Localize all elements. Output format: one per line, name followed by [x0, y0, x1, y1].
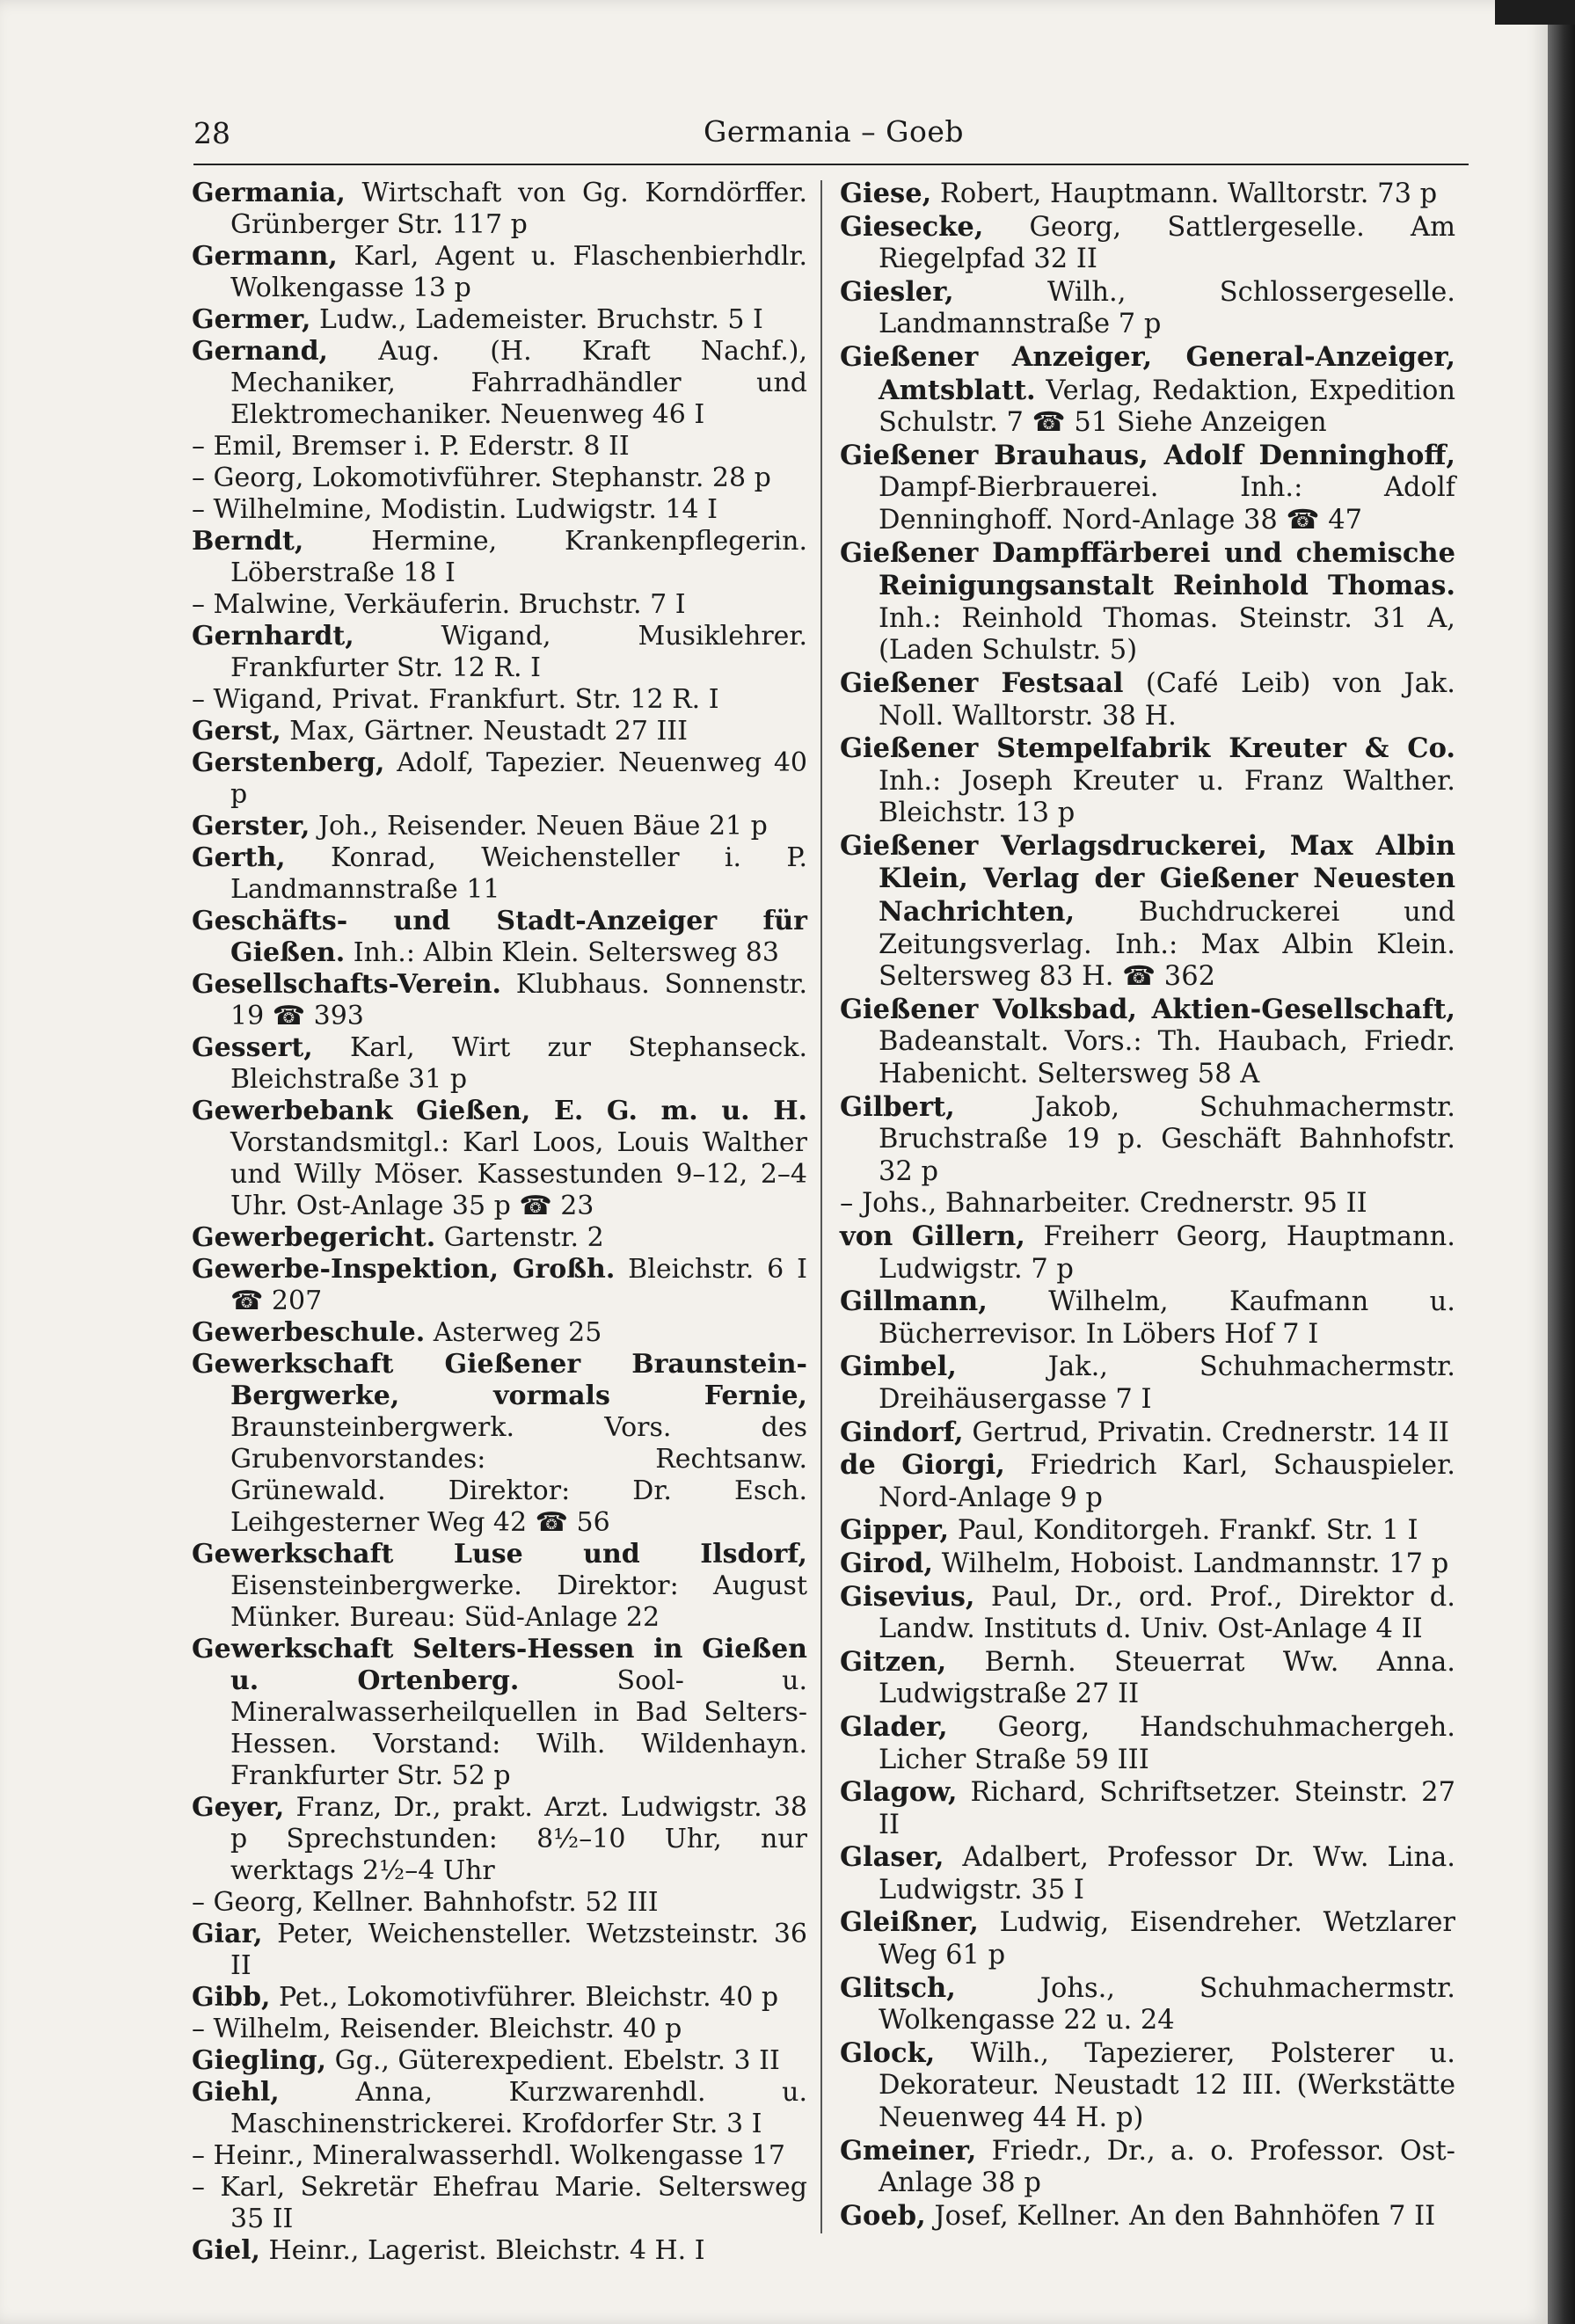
entry-details: Karl, Agent u. Flaschenbierhdlr. Wolkengasse 13 p [230, 241, 807, 303]
entry-details: Bernh. Steuerrat Ww. Anna. Ludwigstraße 27 II [879, 1646, 1455, 1710]
directory-entry [840, 1417, 1455, 1450]
entry-name: Gießener Volksbad, Aktien-Gesellschaft, [840, 993, 1455, 1025]
entry-details: – Wilhelmine, Modistin. Ludwigstr. 14 I [192, 494, 718, 525]
entry-name: Giesecke, [840, 210, 984, 243]
directory-entry [192, 811, 807, 842]
directory-entry [840, 1776, 1455, 1841]
directory-entry [840, 1581, 1455, 1646]
entry-details: Wilhelm, Hoboist. Landmannstr. 17 p [933, 1548, 1449, 1579]
entry-details: – Georg, Kellner. Bahnhofstr. 52 III [192, 1887, 659, 1918]
entry-details: Bleichstr. 6 I ☎ 207 [230, 1254, 807, 1316]
directory-entry [840, 537, 1455, 667]
entry-details: Wilhelm, Kaufmann u. Bücherrevisor. In Löbers Hof 7 I [879, 1286, 1455, 1350]
entry-details: Inh.: Reinhold Thomas. Steinstr. 31 A, (Laden Schulstr. 5) [879, 602, 1455, 667]
entry-details: Inh.: Albin Klein. Seltersweg 83 [345, 937, 779, 968]
directory-entry [840, 994, 1455, 1091]
directory-entry [192, 2172, 807, 2235]
entry-details: Dampf-Bierbrauerei. Inh.: Adolf Denninghoff. Nord-Anlage 38 ☎ 47 [879, 472, 1455, 535]
entry-name: Gibb, [192, 1982, 271, 2013]
entry-details: Eisensteinbergwerke. Direktor: August Münker. Bureau: Süd-Anlage 22 [230, 1570, 807, 1633]
directory-entry [192, 178, 807, 241]
entry-details: Ludw., Lademeister. Bruchstr. 5 I [310, 304, 763, 335]
directory-entry [840, 667, 1455, 732]
entry-details: Richard, Schriftsetzer. Steinstr. 27 II [879, 1777, 1455, 1840]
directory-entry [192, 1792, 807, 1887]
entry-details: Paul, Dr., ord. Prof., Direktor d. Landw. Instituts d. Univ. Ost-Anlage 4 II [879, 1581, 1455, 1645]
directory-entry [192, 906, 807, 969]
entry-name: Gießener Anzeiger, General-Anzeiger, Amtsblatt. [840, 340, 1455, 406]
entry-name: de Giorgi, [840, 1449, 1005, 1482]
entry-details: Anna, Kurzwarenhdl. u. Maschinenstrickerei. Krofdorfer Str. 3 I [230, 2077, 807, 2139]
directory-entry [192, 1349, 807, 1539]
entry-details: Sool- u. Mineralwasserheilquellen in Bad Selters-Hessen. Vorstand: Wilh. Wildenhayn. Frankfurter Str. 52 p [230, 1665, 807, 1791]
entry-name: von Gillern, [840, 1220, 1025, 1252]
directory-entry [840, 2037, 1455, 2135]
scan-corner [1495, 0, 1575, 25]
entry-details: – Malwine, Verkäuferin. Bruchstr. 7 I [192, 589, 686, 620]
directory-entry [192, 621, 807, 684]
directory-entry [192, 526, 807, 589]
entry-details: Gertrud, Privatin. Crednerstr. 14 II [963, 1417, 1449, 1448]
directory-entry [192, 1634, 807, 1792]
directory-entry [840, 1286, 1455, 1351]
directory-entry [840, 2135, 1455, 2200]
entry-name: Gewerkschaft Selters-Hessen in Gießen u. Ortenberg. [192, 1634, 807, 1696]
entry-name: Gewerbegericht. [192, 1222, 436, 1253]
directory-entry [840, 1548, 1455, 1581]
directory-entry [192, 304, 807, 336]
directory-entry [840, 276, 1455, 341]
entry-details: Konrad, Weichensteller i. P. Landmannstraße 11 [230, 842, 807, 905]
entry-name: Germer, [192, 304, 311, 335]
entry-details: Badeanstalt. Vors.: Th. Haubach, Friedr. Habenicht. Seltersweg 58 A [879, 1026, 1455, 1090]
directory-entry [840, 440, 1455, 537]
entry-name: Berndt, [192, 526, 304, 557]
entry-name: Gerth, [192, 842, 286, 873]
entry-details: Jakob, Schuhmachermstr. Bruchstraße 19 p. Geschäft Bahnhofstr. 32 p [879, 1091, 1455, 1187]
entry-details: Johs., Schuhmachermstr. Wolkengasse 22 u. 24 [879, 1972, 1455, 2036]
entry-details: Wirtschaft von Gg. Korndörffer. Grünberger Str. 117 p [230, 178, 807, 240]
running-head: Germania – Goeb [704, 114, 964, 149]
column-divider [820, 180, 822, 2233]
entry-name: Gewerbe-Inspektion, Großh. [192, 1254, 616, 1285]
entry-name: Giehl, [192, 2077, 280, 2108]
entry-name: Gindorf, [840, 1416, 964, 1448]
entry-name: Gisevius, [840, 1580, 975, 1613]
directory-entry [840, 1449, 1455, 1514]
left-column [192, 178, 807, 2267]
entry-name: Gillmann, [840, 1286, 988, 1318]
directory-entry [840, 732, 1455, 830]
directory-entry [192, 1032, 807, 1096]
entry-details: Paul, Konditorgeh. Frankf. Str. 1 I [949, 1515, 1418, 1547]
directory-entry [840, 1091, 1455, 1189]
entry-name: Gießener Stempelfabrik Kreuter & Co. [840, 732, 1455, 765]
entry-details: Adalbert, Professor Dr. Ww. Lina. Ludwigstr. 35 I [879, 1842, 1455, 1905]
directory-entry [192, 1096, 807, 1222]
entry-name: Gmeiner, [840, 2134, 977, 2167]
entry-details: – Johs., Bahnarbeiter. Crednerstr. 95 II [840, 1188, 1367, 1220]
entry-details: Heinr., Lagerist. Bleichstr. 4 H. I [259, 2235, 705, 2266]
entry-name: Gilbert, [840, 1090, 955, 1123]
directory-entry [840, 1906, 1455, 1971]
entry-details: Aug. (H. Kraft Nachf.), Mechaniker, Fahrradhändler und Elektromechaniker. Neuenweg 46 I [230, 336, 807, 430]
entry-details: Hermine, Krankenpflegerin. Löberstraße 18 I [230, 526, 807, 588]
directory-entry [192, 2140, 807, 2172]
entry-details: Gartenstr. 2 [435, 1222, 604, 1253]
entry-details: Robert, Hauptmann. Walltorstr. 73 p [931, 178, 1438, 209]
directory-entry [192, 2235, 807, 2267]
directory-entry [840, 1646, 1455, 1711]
entry-details: Max, Gärtner. Neustadt 27 III [281, 716, 689, 747]
entry-name: Glader, [840, 1710, 948, 1743]
directory-entry [192, 589, 807, 621]
directory-entry [192, 2014, 807, 2045]
directory-entry [840, 178, 1455, 211]
right-column [840, 178, 1455, 2233]
directory-entry [192, 684, 807, 716]
entry-details: Wigand, Musiklehrer. Frankfurter Str. 12 R. I [230, 621, 807, 683]
entry-name: Gewerkschaft Gießener Braunstein-Bergwerke, vormals Fernie, [192, 1349, 807, 1411]
entry-details: – Wilhelm, Reisender. Bleichstr. 40 p [192, 2014, 682, 2044]
entry-name: Gießener Festsaal [840, 667, 1124, 699]
entry-details: – Heinr., Mineralwasserhdl. Wolkengasse 17 [192, 2140, 785, 2171]
entry-details: Gg., Güterexpedient. Ebelstr. 3 II [326, 2045, 780, 2076]
entry-name: Gesellschafts-Verein. [192, 969, 501, 1000]
directory-entry [192, 336, 807, 431]
entry-details: Friedrich Karl, Schauspieler. Nord-Anlage 9 p [879, 1450, 1455, 1513]
entry-details: Adolf, Tapezier. Neuenweg 40 p [230, 747, 807, 810]
entry-details: Karl, Wirt zur Stephanseck. Bleichstraße 31 p [230, 1032, 807, 1095]
directory-entry [192, 1919, 807, 1982]
entry-details: Ludwig, Eisendreher. Wetzlarer Weg 61 p [879, 1907, 1455, 1971]
entry-details: Peter, Weichensteller. Wetzsteinstr. 36 II [230, 1919, 807, 1981]
directory-entry [192, 1887, 807, 1919]
entry-name: Gimbel, [840, 1351, 957, 1383]
entry-details: Wilh., Schlossergeselle. Landmannstraße 7 p [879, 276, 1455, 340]
entry-name: Gießener Brauhaus, Adolf Denninghoff, [840, 439, 1455, 471]
directory-entry [192, 1222, 807, 1254]
entry-name: Giesler, [840, 275, 954, 308]
directory-entry [192, 241, 807, 304]
entry-name: Germania, [192, 178, 346, 208]
entry-details: Friedr., Dr., a. o. Professor. Ost-Anlage 38 p [879, 2135, 1455, 2199]
directory-entry [840, 341, 1455, 440]
entry-name: Glaser, [840, 1841, 944, 1874]
entry-details: Verlag, Redaktion, Expedition Schulstr. 7 ☎ 51 Siehe Anzeigen [879, 375, 1455, 439]
entry-details: Josef, Kellner. An den Bahnhöfen 7 II [925, 2200, 1436, 2232]
entry-name: Giar, [192, 1919, 263, 1949]
entry-name: Germann, [192, 241, 338, 272]
entry-name: Gewerbeschule. [192, 1317, 426, 1348]
entry-details: Inh.: Joseph Kreuter u. Franz Walther. Bleichstr. 13 p [879, 765, 1455, 829]
directory-entry [840, 1220, 1455, 1286]
entry-name: Gerst, [192, 716, 281, 747]
entry-details: Georg, Handschuhmachergeh. Licher Straße 59 III [879, 1711, 1455, 1775]
entry-details: Klubhaus. Sonnenstr. 19 ☎ 393 [230, 969, 807, 1031]
entry-details: – Emil, Bremser i. P. Ederstr. 8 II [192, 431, 630, 462]
entry-details: – Georg, Lokomotivführer. Stephanstr. 28 p [192, 463, 771, 493]
entry-details: Buchdruckerei und Zeitungsverlag. Inh.: Max Albin Klein. Seltersweg 83 H. ☎ 362 [879, 897, 1455, 993]
entry-name: Gießener Dampffärberei und chemische Reinigungsanstalt Reinhold Thomas. [840, 536, 1455, 602]
entry-name: Gitzen, [840, 1645, 947, 1678]
directory-entry [192, 2045, 807, 2077]
scan-edge [1548, 0, 1575, 2324]
directory-entry [840, 1972, 1455, 2037]
directory-entry [840, 2200, 1455, 2233]
entry-name: Gewerkschaft Luse und Ilsdorf, [192, 1539, 807, 1570]
directory-entry [192, 494, 807, 526]
directory-entry [840, 1514, 1455, 1548]
page-header [193, 111, 1469, 165]
directory-entry [192, 1254, 807, 1317]
directory-entry [840, 1841, 1455, 1906]
directory-entry [840, 830, 1455, 994]
entry-name: Glock, [840, 2036, 936, 2069]
directory-entry [840, 1711, 1455, 1776]
entry-name: Gießener Verlagsdruckerei, Max Albin Klein, Verlag der Gießener Neuesten Nachrichten, [840, 829, 1455, 929]
entry-name: Giel, [192, 2235, 260, 2266]
directory-entry [840, 211, 1455, 276]
directory-entry [192, 431, 807, 463]
entry-details: Wilh., Tapezierer, Polsterer u. Dekorateur. Neustadt 12 III. (Werkstätte Neuenweg 44 H. p) [879, 2037, 1455, 2134]
directory-entry [192, 747, 807, 811]
entry-name: Gerstenberg, [192, 747, 385, 778]
directory-entry [192, 463, 807, 494]
directory-entry [192, 842, 807, 906]
directory-entry [192, 1982, 807, 2014]
entry-name: Glitsch, [840, 1971, 956, 2004]
entry-details: (Café Leib) von Jak. Noll. Walltorstr. 38 H. [879, 667, 1455, 732]
entry-details: Joh., Reisender. Neuen Bäue 21 p [310, 811, 768, 841]
directory-entry [840, 1188, 1455, 1220]
entry-details: Asterweg 25 [425, 1317, 602, 1348]
entry-details: Franz, Dr., prakt. Arzt. Ludwigstr. 38 p Sprechstunden: 8½–10 Uhr, nur werktags 2½–4 Uhr [230, 1792, 807, 1886]
directory-entry [192, 2077, 807, 2140]
entry-name: Gerster, [192, 811, 310, 841]
entry-name: Glagow, [840, 1776, 958, 1809]
entry-name: Giegling, [192, 2045, 327, 2076]
directory-entry [192, 1539, 807, 1634]
entry-details: – Karl, Sekretär Ehefrau Marie. Seltersweg 35 II [192, 2172, 807, 2234]
entry-name: Geyer, [192, 1792, 285, 1823]
directory-entry [192, 1317, 807, 1349]
entry-details: – Wigand, Privat. Frankfurt. Str. 12 R. I [192, 684, 719, 715]
entry-name: Girod, [840, 1547, 933, 1579]
entry-name: Goeb, [840, 2199, 926, 2232]
entry-name: Gessert, [192, 1032, 313, 1063]
entry-details: Freiherr Georg, Hauptmann. Ludwigstr. 7 p [879, 1221, 1455, 1285]
entry-details: Pet., Lokomotivführer. Bleichstr. 40 p [270, 1982, 779, 2013]
entry-details: Vorstandsmitgl.: Karl Loos, Louis Walther und Willy Möser. Kassestunden 9–12, 2–4 Uhr. Ost-Anlage 35 p ☎ 23 [230, 1127, 807, 1221]
directory-entry [192, 969, 807, 1032]
directory-entry [192, 716, 807, 747]
entry-details: Jak., Schuhmachermstr. Dreihäusergasse 7 I [879, 1351, 1455, 1415]
entry-details: Georg, Sattlergeselle. Am Riegelpfad 32 II [879, 211, 1455, 275]
entry-name: Gernhardt, [192, 621, 354, 652]
directory-entry [840, 1351, 1455, 1416]
entry-name: Geschäfts- und Stadt-Anzeiger für Gießen. [192, 906, 807, 968]
entry-details: Braunsteinbergwerk. Vors. des Grubenvorstandes: Rechtsanw. Grünewald. Direktor: Dr. Esch. Leihgesterner Weg 42 ☎ 56 [230, 1412, 807, 1538]
entry-name: Gipper, [840, 1514, 950, 1547]
entry-name: Gewerbebank Gießen, E. G. m. u. H. [192, 1096, 807, 1126]
entry-name: Giese, [840, 178, 932, 209]
entry-name: Gernand, [192, 336, 328, 367]
entry-name: Gleißner, [840, 1906, 979, 1939]
page-number: 28 [193, 116, 230, 150]
